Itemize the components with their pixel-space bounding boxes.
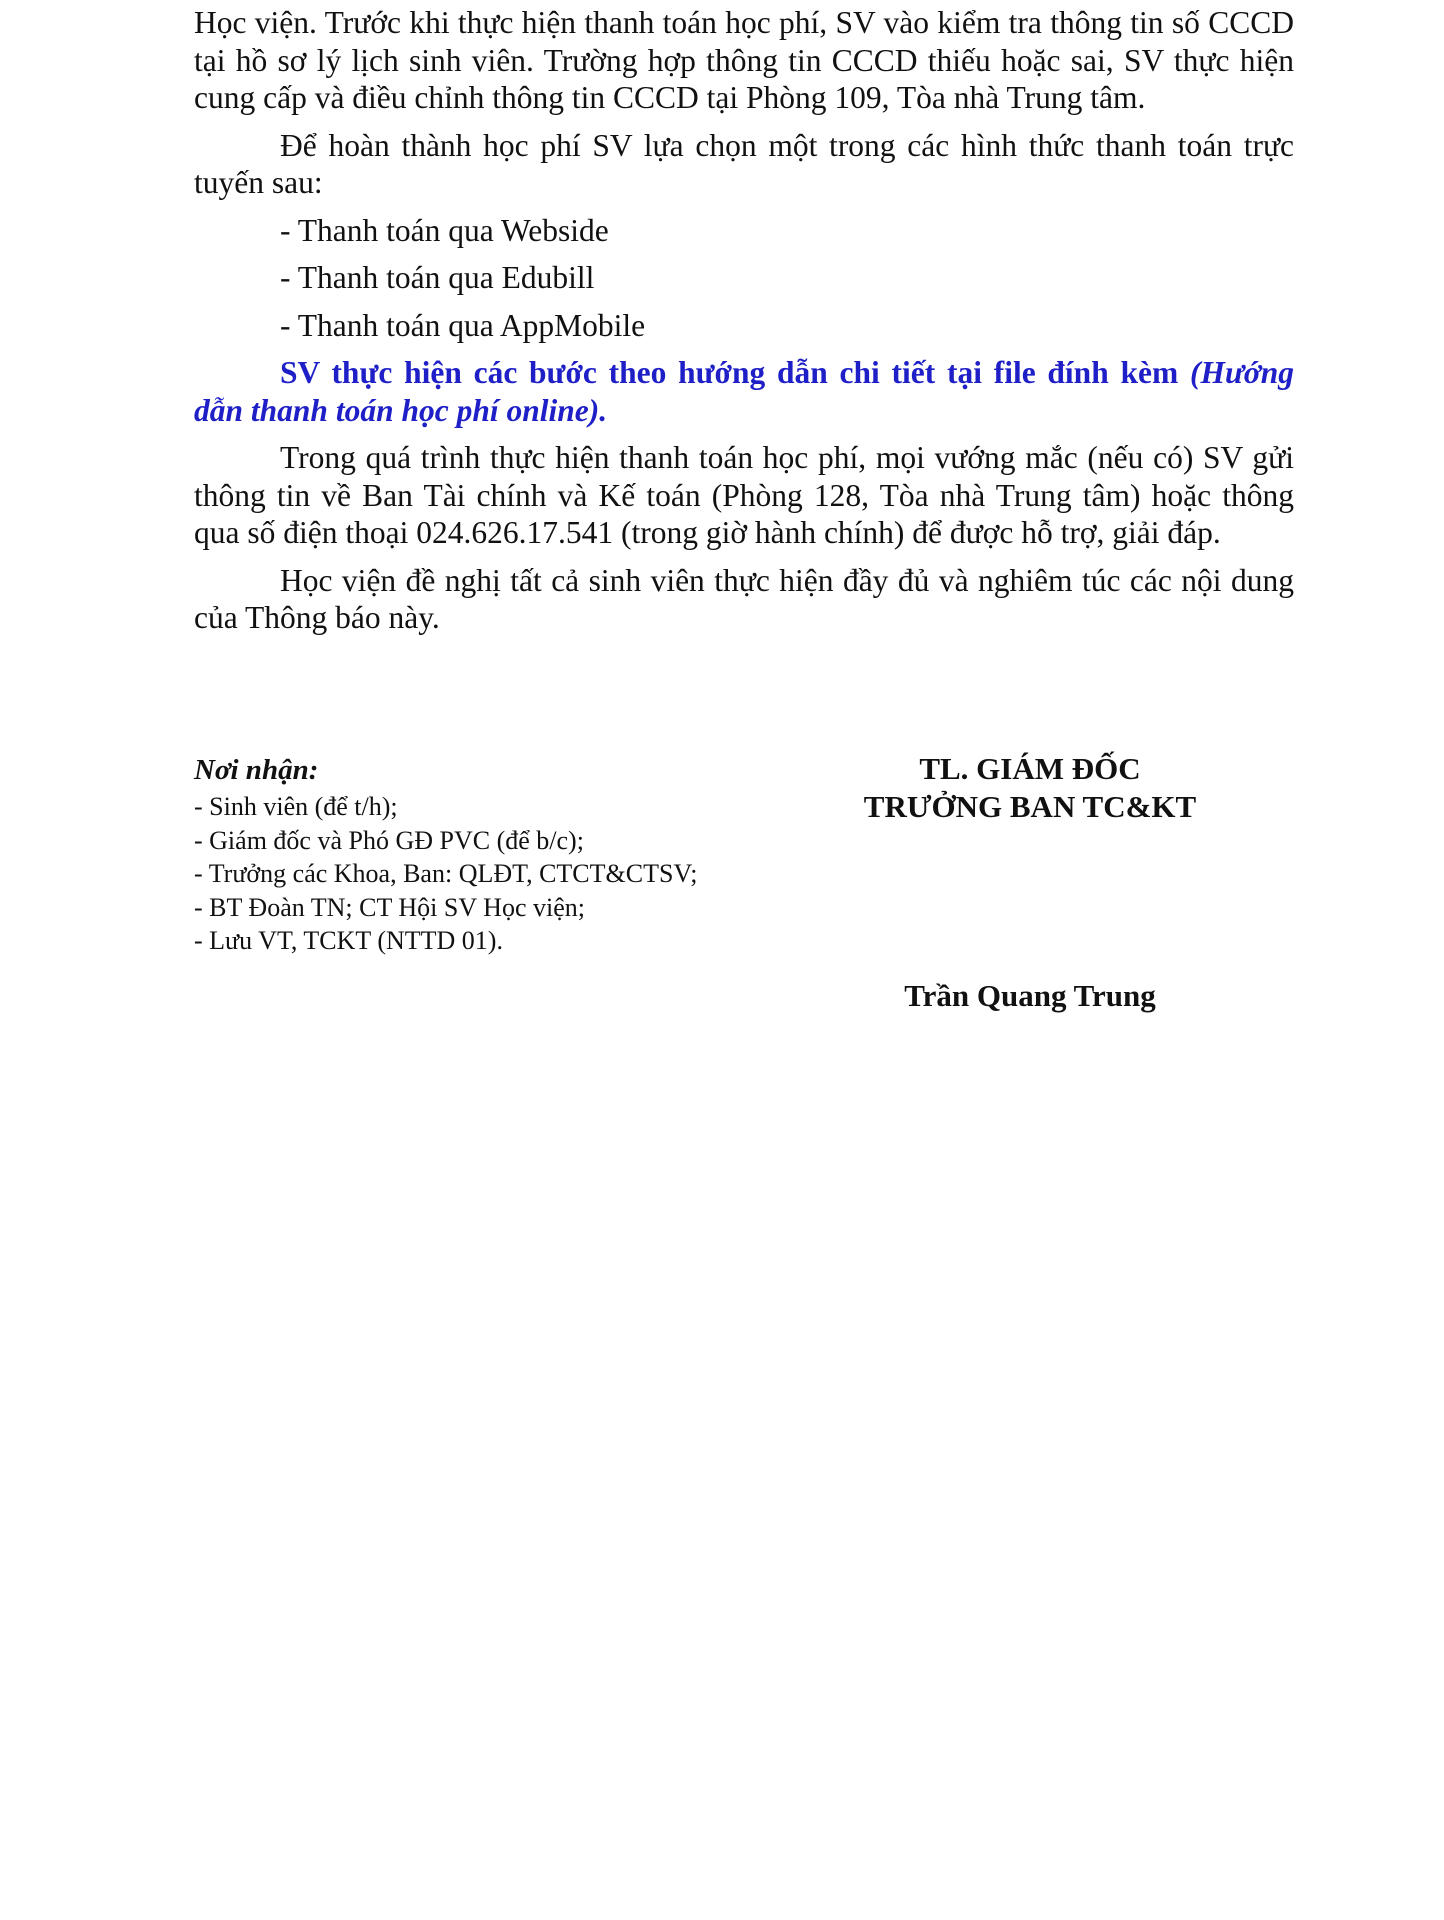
recipient-item: - Lưu VT, TCKT (NTTD 01). [194, 926, 503, 955]
signature-title-block [830, 750, 1230, 826]
payment-method-appmobile: - Thanh toán qua AppMobile [280, 307, 646, 343]
signature-title-line-2: TRƯỞNG BAN TC&KT [863, 789, 1197, 824]
paragraph-payment-intro: Để hoàn thành học phí SV lựa chọn một trong các hình thức thanh toán trực tuyến sau: [194, 127, 1294, 200]
recipients-block [194, 750, 814, 958]
recipient-item: - BT Đoàn TN; CT Hội SV Học viện; [194, 892, 585, 922]
signature-title-line-1: TL. GIÁM ĐỐC [919, 751, 1141, 786]
instruction-attachment-note [194, 354, 1294, 429]
instruction-italic-text: (Hướng dẫn thanh toán học phí online). [194, 355, 1294, 428]
recipient-item: - Trưởng các Khoa, Ban: QLĐT, CTCT&CTSV; [194, 859, 698, 888]
recipient-item: - Sinh viên (để t/h); [194, 792, 398, 821]
signer-name: Trần Quang Trung [904, 978, 1156, 1013]
paragraph-support-contact: Trong quá trình thực hiện thanh toán học phí, mọi vướng mắc (nếu có) SV gửi thông tin về Ban Tài chính và Kế toán (Phòng 128, Tòa nhà Trung tâm) hoặc thông qua số điện thoại 024.626.17.541 (trong giờ hành chính) để được hỗ trợ, giải đáp. [194, 440, 1294, 550]
paragraph-closing-request: Học viện đề nghị tất cả sinh viên thực hiện đầy đủ và nghiêm túc các nội dung của Thông báo này. [194, 562, 1294, 635]
payment-method-website: - Thanh toán qua Webside [280, 212, 609, 248]
recipient-item: - Giám đốc và Phó GĐ PVC (để b/c); [194, 825, 584, 855]
recipients-heading: Nơi nhận: [194, 754, 319, 786]
payment-method-edubill: - Thanh toán qua Edubill [280, 260, 595, 295]
paragraph-cccd-check: Học viện. Trước khi thực hiện thanh toán học phí, SV vào kiểm tra thông tin số CCCD tại hồ sơ lý lịch sinh viên. Trường hợp thông tin CCCD thiếu hoặc sai, SV thực hiện cung cấp và điều chỉnh thông tin CCCD tại Phòng 109, Tòa nhà Trung tâm. [194, 5, 1294, 115]
instruction-bold-text: SV thực hiện các bước theo hướng dẫn chi tiết tại file đính kèm [280, 355, 1190, 390]
document-body [194, 4, 1294, 647]
